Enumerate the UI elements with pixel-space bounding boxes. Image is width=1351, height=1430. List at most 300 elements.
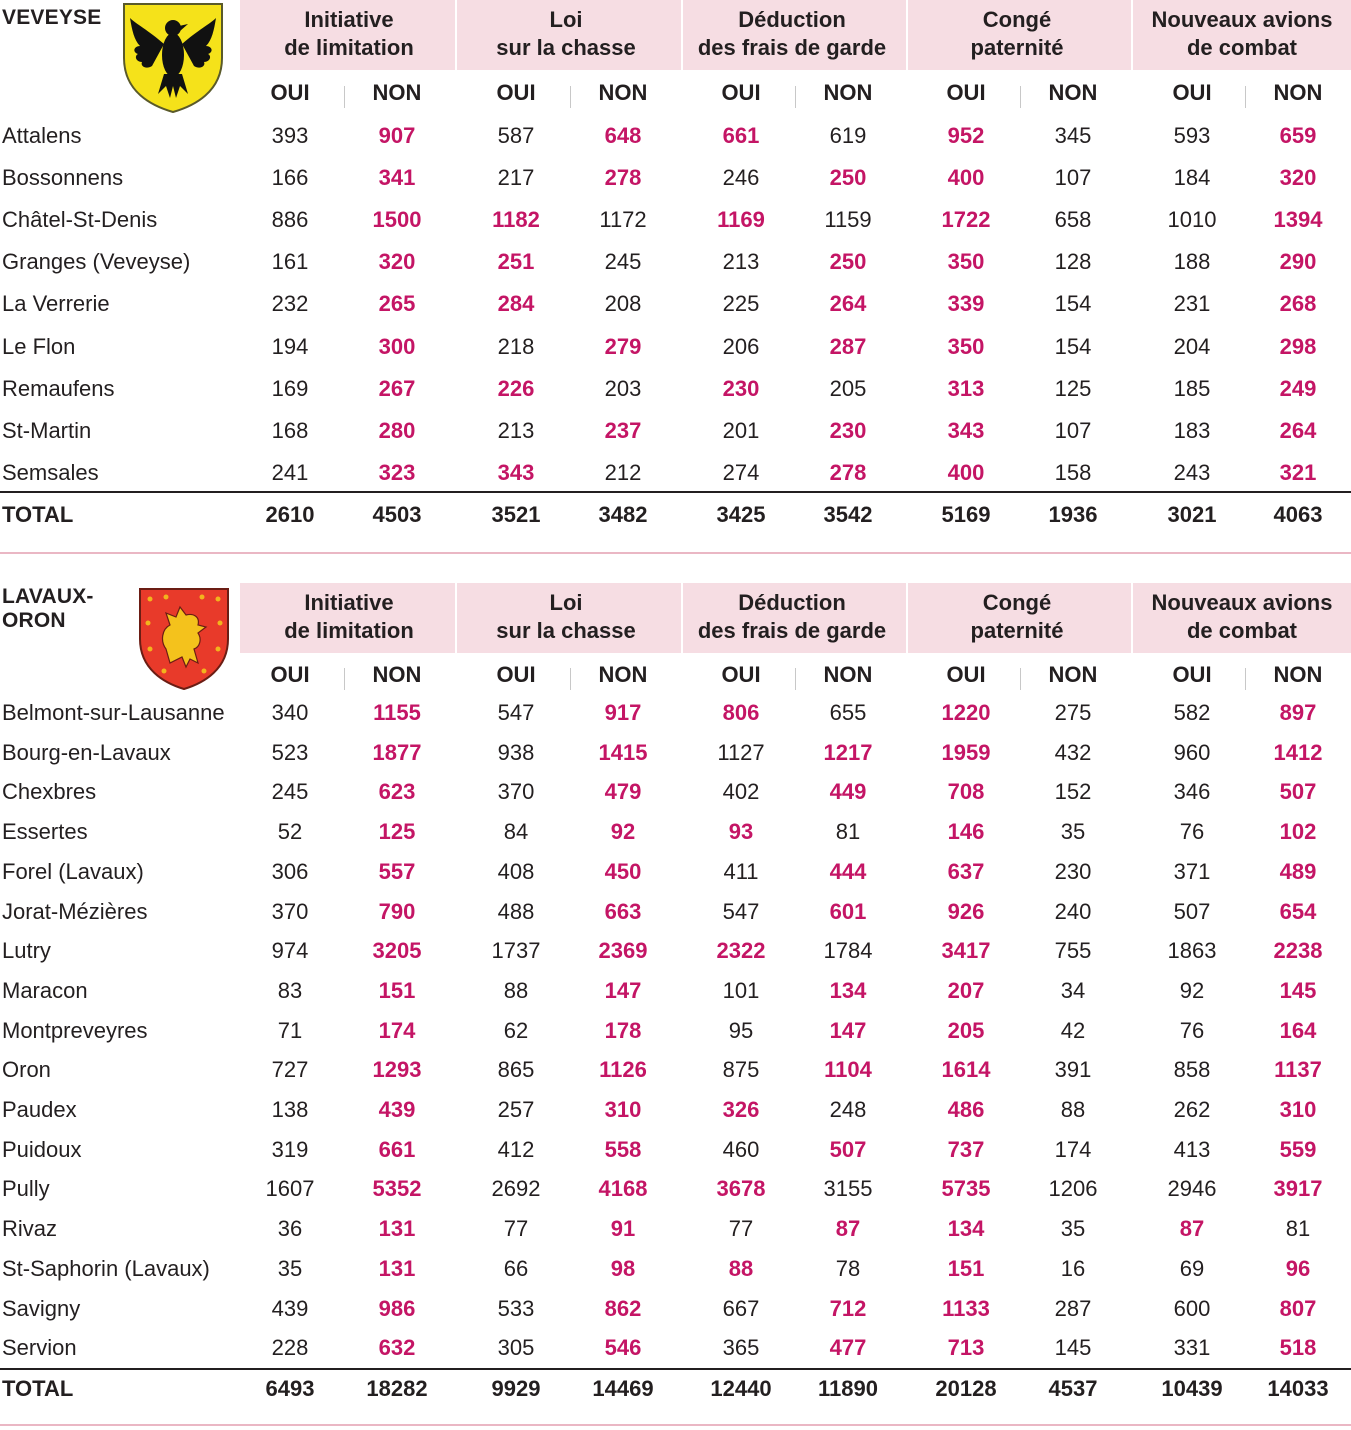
vote-count: 326 [722, 1097, 760, 1122]
vote-count: 131 [378, 1255, 416, 1281]
vote-count: 250 [829, 249, 867, 275]
vote-count: 1394 [1273, 207, 1323, 233]
vote-count: 320 [378, 249, 416, 275]
vote-count: 619 [829, 123, 867, 148]
vote-count: 2946 [1167, 1176, 1217, 1202]
vote-count: 444 [829, 858, 867, 884]
vote-count: 477 [829, 1335, 867, 1361]
vote-count: 66 [503, 1255, 529, 1281]
vote-count: 2238 [1273, 938, 1323, 964]
vote-count: 523 [271, 739, 309, 765]
vote-count: 1737 [491, 938, 541, 964]
vote-count: 147 [829, 1017, 867, 1043]
vote-count: 102 [1279, 819, 1317, 845]
vote-count: 658 [1054, 207, 1092, 233]
vote-count: 886 [271, 207, 309, 233]
vote-count: 245 [604, 249, 642, 275]
no-column-label: NON [372, 80, 422, 105]
vote-count: 2322 [716, 938, 766, 964]
vote-count: 790 [378, 898, 416, 924]
total-count: 1936 [1048, 502, 1098, 527]
column-separator [570, 668, 571, 690]
vote-count: 637 [947, 858, 985, 884]
vote-count: 279 [604, 333, 642, 359]
vote-count: 92 [1179, 977, 1205, 1003]
vote-count: 262 [1173, 1097, 1211, 1122]
vote-count: 230 [829, 417, 867, 443]
total-count: 14033 [1267, 1376, 1329, 1401]
vote-separator-line [1131, 70, 1133, 491]
vote-count: 305 [497, 1335, 535, 1361]
no-column-label: NON [1048, 662, 1098, 687]
vote-count: 278 [829, 459, 867, 485]
vote-count: 206 [722, 333, 760, 359]
total-count: 20128 [935, 1376, 997, 1401]
vote-count: 101 [722, 977, 760, 1003]
vote-count: 76 [1179, 1017, 1205, 1043]
yes-column-label: OUI [270, 662, 310, 687]
vote-count: 185 [1173, 375, 1211, 401]
vote-count: 807 [1279, 1295, 1317, 1321]
vote-count: 52 [277, 819, 303, 845]
vote-count: 661 [722, 123, 760, 148]
vote-count: 558 [604, 1136, 642, 1162]
vote-count: 95 [728, 1017, 754, 1043]
vote-title: Déduction des frais de garde [697, 7, 887, 60]
vote-count: 623 [378, 779, 416, 805]
municipality-name: Attalens [2, 123, 82, 148]
vote-count: 507 [1279, 779, 1317, 805]
vote-count: 1182 [492, 207, 540, 233]
district-name: LAVAUX- ORON [2, 585, 94, 632]
yes-column-label: OUI [496, 662, 536, 687]
vote-count: 507 [1173, 898, 1211, 924]
vote-count: 601 [829, 898, 867, 924]
vote-count: 257 [497, 1097, 535, 1122]
vote-count: 712 [829, 1295, 867, 1321]
municipality-name: Bourg-en-Lavaux [2, 739, 171, 765]
vote-count: 663 [604, 898, 642, 924]
vote-count: 231 [1173, 291, 1211, 317]
vote-count: 164 [1279, 1017, 1317, 1043]
vote-separator [455, 0, 457, 70]
vote-count: 3417 [941, 938, 991, 964]
municipality-name: Granges (Veveyse) [2, 249, 191, 275]
vote-count: 1217 [823, 739, 873, 765]
vote-count: 343 [497, 459, 535, 485]
vote-count: 341 [378, 165, 416, 191]
vote-count: 284 [497, 291, 535, 317]
vote-count: 1172 [599, 207, 647, 233]
vote-count: 926 [947, 898, 985, 924]
total-count: 18282 [366, 1376, 428, 1401]
vote-count: 346 [1173, 779, 1211, 805]
yes-column-label: OUI [1172, 80, 1212, 105]
vote-separator [1131, 583, 1133, 653]
vote-separator [681, 583, 683, 653]
vote-count: 450 [604, 858, 642, 884]
column-separator [570, 86, 571, 108]
total-rule [0, 491, 1351, 493]
vote-title: Nouveaux avions de combat [1151, 590, 1333, 643]
vote-count: 35 [1060, 1216, 1086, 1242]
no-column-label: NON [823, 80, 873, 105]
vote-count: 88 [1060, 1097, 1086, 1122]
vote-count: 207 [947, 977, 985, 1003]
vote-separator [906, 0, 908, 70]
vote-count: 287 [829, 333, 867, 359]
no-column-label: NON [598, 662, 648, 687]
vote-count: 546 [604, 1335, 642, 1361]
vote-count: 1415 [598, 739, 648, 765]
vote-count: 87 [1179, 1216, 1205, 1242]
vote-separator-line [1131, 653, 1133, 1368]
vote-count: 265 [378, 291, 416, 317]
vote-count: 145 [1054, 1335, 1092, 1361]
vote-count: 84 [503, 819, 529, 845]
district-name: VEVEYSE [2, 6, 102, 29]
total-label: TOTAL [2, 1376, 74, 1401]
vote-count: 213 [497, 417, 535, 443]
vote-count: 974 [271, 938, 309, 964]
vote-separator [681, 0, 683, 70]
vote-title: Déduction des frais de garde [697, 590, 887, 643]
column-separator [1020, 86, 1021, 108]
vote-count: 232 [271, 291, 309, 317]
vote-count: 667 [722, 1295, 760, 1321]
vote-count: 661 [378, 1136, 416, 1162]
vote-count: 264 [1279, 417, 1317, 443]
vote-count: 1155 [373, 700, 421, 725]
vote-count: 875 [722, 1057, 760, 1083]
vote-count: 280 [378, 417, 416, 443]
vote-count: 213 [722, 249, 760, 275]
vote-count: 241 [271, 459, 309, 485]
vote-count: 370 [271, 898, 309, 924]
vote-count: 1500 [372, 207, 422, 233]
vote-count: 655 [829, 700, 867, 725]
vote-count: 34 [1060, 977, 1086, 1003]
column-separator [344, 86, 345, 108]
vote-count: 486 [947, 1097, 985, 1122]
vote-title: Initiative de limitation [284, 590, 414, 643]
vote-count: 128 [1054, 249, 1092, 275]
vote-count: 411 [723, 858, 759, 884]
vote-separator-line [906, 70, 908, 491]
vote-count: 228 [271, 1335, 309, 1361]
vote-count: 1959 [941, 739, 991, 765]
vote-count: 278 [604, 165, 642, 191]
municipality-name: Savigny [2, 1295, 81, 1321]
vote-count: 298 [1279, 333, 1317, 359]
vote-count: 212 [604, 459, 642, 485]
vote-count: 350 [947, 249, 985, 275]
vote-separator-line [681, 70, 683, 491]
section-divider [0, 552, 1351, 554]
municipality-name: Essertes [2, 819, 88, 845]
total-count: 12440 [710, 1376, 772, 1401]
vote-count: 96 [1285, 1255, 1311, 1281]
vote-count: 158 [1054, 459, 1092, 485]
section-divider [0, 1424, 1351, 1426]
eagle-crest-icon [118, 0, 228, 120]
vote-count: 632 [378, 1335, 416, 1361]
no-column-label: NON [372, 662, 422, 687]
vote-count: 533 [497, 1295, 535, 1321]
yes-column-label: OUI [721, 662, 761, 687]
vote-count: 319 [271, 1136, 309, 1162]
vote-count: 145 [1279, 977, 1317, 1003]
vote-count: 183 [1173, 417, 1211, 443]
vote-count: 205 [829, 375, 867, 401]
vote-count: 290 [1279, 249, 1317, 275]
vote-count: 1877 [372, 739, 422, 765]
vote-count: 1863 [1167, 938, 1217, 964]
vote-count: 507 [829, 1136, 867, 1162]
vote-count: 5352 [372, 1176, 422, 1202]
column-separator [795, 668, 796, 690]
vote-count: 245 [271, 779, 309, 805]
vote-separator [1131, 0, 1133, 70]
vote-separator [906, 583, 908, 653]
municipality-name: Paudex [2, 1097, 77, 1122]
total-count: 4537 [1048, 1376, 1098, 1401]
vote-count: 1104 [824, 1057, 872, 1083]
vote-count: 250 [829, 165, 867, 191]
vote-count: 208 [604, 291, 642, 317]
vote-count: 2369 [598, 938, 648, 964]
vote-count: 275 [1054, 700, 1092, 725]
vote-count: 204 [1173, 333, 1211, 359]
yes-column-label: OUI [496, 80, 536, 105]
vote-count: 737 [947, 1136, 985, 1162]
vote-count: 88 [728, 1255, 754, 1281]
vote-count: 217 [497, 165, 535, 191]
total-count: 10439 [1161, 1376, 1223, 1401]
municipality-name: Montpreveyres [2, 1017, 148, 1043]
municipality-name: Rivaz [2, 1216, 58, 1242]
total-label: TOTAL [2, 502, 74, 527]
municipality-name: Jorat-Mézières [2, 898, 148, 924]
vote-count: 960 [1173, 739, 1211, 765]
vote-count: 4168 [598, 1176, 648, 1202]
vote-count: 93 [728, 819, 754, 845]
vote-count: 313 [947, 375, 985, 401]
vote-title: Initiative de limitation [284, 7, 414, 60]
vote-count: 178 [604, 1017, 642, 1043]
municipality-name: Le Flon [2, 333, 76, 359]
vote-count: 408 [497, 858, 535, 884]
vote-count: 449 [829, 779, 867, 805]
vote-count: 98 [610, 1255, 636, 1281]
vote-count: 727 [271, 1057, 309, 1083]
vote-count: 648 [604, 123, 642, 148]
municipality-name: St-Saphorin (Lavaux) [2, 1255, 210, 1281]
vote-count: 184 [1173, 165, 1211, 191]
municipality-name: Bossonnens [2, 165, 124, 191]
vote-count: 310 [604, 1097, 642, 1122]
vote-count: 134 [829, 977, 867, 1003]
vote-count: 1010 [1167, 207, 1217, 233]
vote-count: 62 [503, 1017, 529, 1043]
vote-count: 147 [604, 977, 642, 1003]
vote-count: 350 [947, 333, 985, 359]
total-count: 3482 [598, 502, 648, 527]
vote-count: 557 [378, 858, 416, 884]
vote-count: 489 [1279, 858, 1317, 884]
vote-count: 131 [378, 1216, 416, 1242]
total-count: 4063 [1273, 502, 1323, 527]
vote-count: 343 [947, 417, 985, 443]
vote-count: 243 [1173, 459, 1211, 485]
vote-separator-line [681, 653, 683, 1368]
vote-count: 323 [378, 459, 416, 485]
total-count: 9929 [491, 1376, 541, 1401]
vote-count: 439 [271, 1295, 309, 1321]
vote-count: 371 [1173, 858, 1211, 884]
total-count: 11890 [818, 1376, 878, 1401]
vote-count: 1206 [1048, 1176, 1098, 1202]
municipality-name: Servion [2, 1335, 77, 1361]
vote-count: 205 [947, 1017, 985, 1043]
vote-count: 593 [1173, 123, 1211, 148]
municipality-name: Remaufens [2, 375, 115, 401]
vote-count: 35 [1060, 819, 1086, 845]
vote-count: 125 [378, 819, 416, 845]
vote-title: Congé paternité [970, 7, 1064, 60]
vote-count: 134 [947, 1216, 985, 1242]
column-separator [1245, 668, 1246, 690]
vote-count: 146 [947, 819, 985, 845]
yes-column-label: OUI [1172, 662, 1212, 687]
vote-count: 393 [271, 123, 309, 148]
vote-count: 1137 [1274, 1057, 1322, 1083]
vote-count: 240 [1054, 898, 1092, 924]
municipality-name: Forel (Lavaux) [2, 858, 144, 884]
vote-title: Congé paternité [970, 590, 1064, 643]
vote-separator [455, 583, 457, 653]
vote-count: 174 [1054, 1136, 1092, 1162]
vote-count: 340 [271, 700, 309, 725]
vote-count: 201 [722, 417, 760, 443]
vote-count: 2692 [491, 1176, 541, 1202]
vote-count: 547 [722, 898, 760, 924]
vote-count: 248 [829, 1097, 867, 1122]
vote-count: 107 [1054, 417, 1092, 443]
vote-count: 654 [1279, 898, 1317, 924]
vote-count: 320 [1279, 165, 1317, 191]
no-column-label: NON [598, 80, 648, 105]
total-count: 6493 [265, 1376, 315, 1401]
column-separator [1020, 668, 1021, 690]
total-count: 3542 [823, 502, 873, 527]
vote-count: 582 [1173, 700, 1211, 725]
vote-count: 1784 [823, 938, 873, 964]
vote-count: 862 [604, 1295, 642, 1321]
vote-count: 107 [1054, 165, 1092, 191]
vote-count: 287 [1054, 1295, 1092, 1321]
vote-count: 1412 [1273, 739, 1323, 765]
vote-count: 125 [1054, 375, 1092, 401]
vote-count: 708 [947, 779, 985, 805]
vote-count: 5735 [941, 1176, 991, 1202]
vote-count: 310 [1279, 1097, 1317, 1122]
vote-count: 3205 [372, 938, 422, 964]
vote-count: 154 [1054, 291, 1092, 317]
vote-title: Loi sur la chasse [496, 590, 636, 643]
vote-count: 1293 [372, 1057, 422, 1083]
municipality-name: Oron [2, 1057, 51, 1083]
vote-count: 917 [604, 700, 642, 725]
no-column-label: NON [1048, 80, 1098, 105]
vote-count: 225 [722, 291, 760, 317]
vote-count: 78 [835, 1255, 861, 1281]
vote-count: 267 [378, 375, 416, 401]
vote-separator-line [455, 70, 457, 491]
vote-count: 151 [378, 977, 416, 1003]
vote-count: 587 [497, 123, 535, 148]
vote-count: 3917 [1273, 1176, 1323, 1202]
vote-count: 218 [497, 333, 535, 359]
vote-count: 488 [497, 898, 535, 924]
vote-count: 865 [497, 1057, 535, 1083]
vote-count: 88 [503, 977, 529, 1003]
vote-count: 3155 [823, 1176, 873, 1202]
vote-count: 71 [277, 1017, 303, 1043]
vote-title: Loi sur la chasse [496, 7, 636, 60]
vote-count: 168 [271, 417, 309, 443]
vote-count: 188 [1173, 249, 1211, 275]
yes-column-label: OUI [721, 80, 761, 105]
vote-count: 306 [271, 858, 309, 884]
vote-count: 138 [271, 1097, 309, 1122]
vote-count: 83 [277, 977, 303, 1003]
municipality-name: Semsales [2, 459, 99, 485]
vote-count: 331 [1173, 1335, 1211, 1361]
vote-count: 1159 [824, 207, 872, 233]
total-count: 5169 [941, 502, 991, 527]
vote-count: 226 [497, 375, 535, 401]
vote-count: 151 [947, 1255, 985, 1281]
vote-count: 42 [1060, 1017, 1086, 1043]
vote-count: 413 [1173, 1136, 1211, 1162]
vote-count: 559 [1279, 1136, 1317, 1162]
vote-count: 274 [722, 459, 760, 485]
vote-count: 81 [1285, 1216, 1311, 1242]
vote-count: 400 [947, 165, 985, 191]
municipality-name: Châtel-St-Denis [2, 207, 158, 233]
vote-count: 479 [604, 779, 642, 805]
vote-count: 400 [947, 459, 985, 485]
vote-count: 264 [829, 291, 867, 317]
municipality-name: Puidoux [2, 1136, 82, 1162]
total-count: 2610 [265, 502, 315, 527]
total-rule [0, 1368, 1351, 1370]
vote-count: 154 [1054, 333, 1092, 359]
vote-count: 439 [378, 1097, 416, 1122]
vote-count: 365 [722, 1335, 760, 1361]
vote-count: 92 [610, 819, 636, 845]
vote-count: 81 [835, 819, 861, 845]
vote-count: 547 [497, 700, 535, 725]
municipality-name: Maracon [2, 977, 88, 1003]
column-separator [795, 86, 796, 108]
vote-count: 69 [1179, 1255, 1205, 1281]
vote-count: 412 [497, 1136, 535, 1162]
vote-count: 161 [271, 249, 309, 275]
no-column-label: NON [1273, 662, 1323, 687]
vote-count: 858 [1173, 1057, 1211, 1083]
